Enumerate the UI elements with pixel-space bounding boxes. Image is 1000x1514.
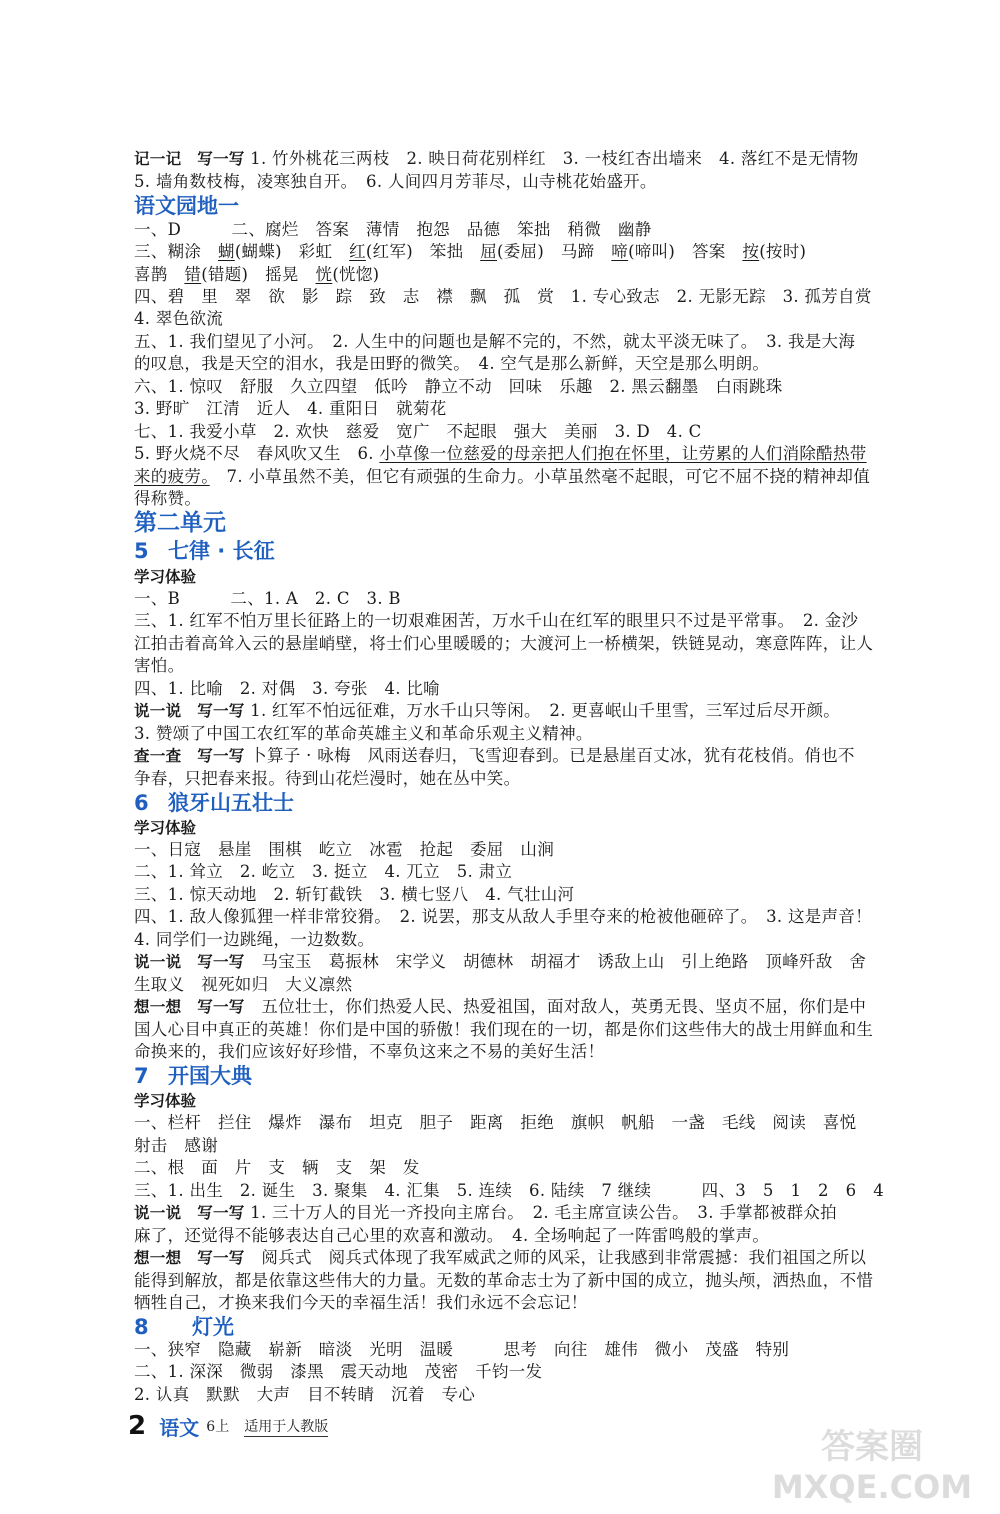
lesson-5-line-8: 查一查 写一写 卜算子 · 咏梅 风雨送春归，飞雪迎春到。已是悬崖百丈冰，犹有花枝俏。俏也不 <box>134 746 855 765</box>
lesson-8-line-3: 2. 认真 默默 大声 目不转睛 沉着 专心 <box>134 1385 476 1404</box>
garden-line-4: 四、碧 里 翠 欲 影 踪 致 志 襟 飘 孤 赏 1. 专心致志 2. 无影无踪 3. 孤芳自赏 <box>134 287 872 306</box>
memorize-line-2: 5. 墙角数枝梅，凌寒独自开。 6. 人间四月芳菲尽，山寺桃花始盛开。 <box>134 172 657 191</box>
garden-line-5: 4. 翠色欲流 <box>134 309 224 328</box>
lesson-7-line-4: 三、1. 出生 2. 诞生 3. 聚集 4. 汇集 5. 连续 6. 陆续 7 继续 四、3 5 1 2 6 4 <box>134 1181 885 1200</box>
garden-line-1: 一、D 二、腐烂 答案 薄情 抱怨 品德 笨拙 稍微 幽静 <box>134 220 652 239</box>
lesson-8-line-2: 二、1. 深深 微弱 漆黑 震天动地 茂密 千钧一发 <box>134 1362 543 1381</box>
lesson-7-line-6: 麻了，还觉得不能够表达自己心里的欢喜和激动。 4. 全场响起了一阵雷鸣般的掌声。 <box>134 1226 770 1245</box>
memorize-line-1: 记一记 写一写 1. 竹外桃花三两枝 2. 映日荷花别样红 3. 一枝红杏出墙来 4. 落红不是无情物 <box>134 149 859 168</box>
garden-line-7: 的叹息，我是天空的泪水，我是田野的微笑。 4. 空气是那么新鲜，天空是那么明朗。 <box>134 354 770 373</box>
garden-line-11: 5. 野火烧不尽 春风吹又生 6. 小草像一位慈爱的母亲把人们抱在怀里，让劳累的人们消除酷热带 <box>134 444 867 463</box>
watermark-top-text: 答案圈 <box>821 1427 923 1467</box>
lesson-7-subheading: 学习体验 <box>134 1092 197 1110</box>
lesson-5-line-5: 四、1. 比喻 2. 对偶 3. 夸张 4. 比喻 <box>134 679 440 698</box>
lesson-6-subheading: 学习体验 <box>134 819 197 837</box>
watermark-logo <box>752 1418 992 1508</box>
lesson-6-line-1: 一、日寇 悬崖 围棋 屹立 冰雹 抢起 委屈 山涧 <box>134 840 554 859</box>
lesson-6-line-5: 4. 同学们一边跳绳，一边数数。 <box>134 930 375 949</box>
lesson-6-line-7: 生取义 视死如归 大义凛然 <box>134 975 353 994</box>
lesson-7-line-5: 说一说 写一写 1. 三十万人的目光一齐投向主席台。 2. 毛主席宣读公告。 3. 手掌都被群众拍 <box>134 1203 837 1222</box>
edition-label: 适用于人教版 <box>244 1419 329 1435</box>
lesson-5-line-6: 说一说 写一写 1. 红军不怕远征难，万水千山只等闲。 2. 更喜岷山千里雪，三军过后尽开颜。 <box>134 701 841 720</box>
lesson-6-line-6: 说一说 写一写 马宝玉 葛振林 宋学义 胡德林 胡福才 诱敌上山 引上绝路 顶峰歼敌 舍 <box>134 952 867 971</box>
lesson-6-line-9: 国人心目中真正的英雄！你们是中国的骄傲！我们现在的一切，都是你们这些伟大的战士用鲜血和生 <box>134 1020 874 1039</box>
lesson-6-line-3: 三、1. 惊天动地 2. 斩钉截铁 3. 横七竖八 4. 气壮山河 <box>134 885 575 904</box>
lesson-5-line-2: 三、1. 红军不怕万里长征路上的一切艰难困苦，万水千山在红军的眼里只不过是平常事。 2. 金沙 <box>134 611 859 630</box>
lesson-7-line-8: 能得到解放，都是依靠这些伟大的力量。无数的革命志士为了新中国的成立，抛头颅，洒热血，不惜 <box>134 1271 874 1290</box>
page-footer <box>128 1411 328 1447</box>
garden-line-8: 六、1. 惊叹 舒服 久立四望 低吟 静立不动 回味 乐趣 2. 黑云翻墨 白雨跳珠 <box>134 377 783 396</box>
lesson-6-line-4: 四、1. 敌人像狐狸一样非常狡猾。 2. 说罢，那支从敌人手里夺来的枪被他砸碎了。 3. 这是声音！ <box>134 907 872 926</box>
grade-label: 6上 <box>206 1419 230 1435</box>
section-heading-garden: 语文园地一 <box>134 194 239 218</box>
unit-heading: 第二单元 <box>134 510 226 536</box>
lesson-8-heading: 8 灯光 <box>134 1315 234 1339</box>
lesson-7-line-2: 射击 感谢 <box>134 1136 218 1155</box>
lesson-6-heading: 6 狼牙山五壮士 <box>134 791 294 815</box>
watermark-bottom-text: MXQE.COM <box>771 1468 973 1506</box>
lesson-7-line-7: 想一想 写一写 阅兵式 阅兵式体现了我军威武之师的风采，让我感到非常震撼：我们祖国之所以 <box>134 1248 867 1267</box>
garden-line-12: 来的疲劳。 7. 小草虽然不美，但它有顽强的生命力。小草虽然毫不起眼，可它不屈不挠的精神却值 <box>134 467 871 486</box>
lesson-5-line-9: 争春，只把春来报。待到山花烂漫时，她在丛中笑。 <box>134 769 521 788</box>
lesson-7-line-1: 一、栏杆 拦住 爆炸 瀑布 坦克 胆子 距离 拒绝 旗帜 帆船 一盏 毛线 阅读 喜悦 <box>134 1113 857 1132</box>
lesson-5-line-4: 害怕。 <box>134 656 185 675</box>
garden-line-13: 得称赞。 <box>134 489 202 508</box>
lesson-5-subheading: 学习体验 <box>134 568 197 586</box>
garden-line-6: 五、1. 我们望见了小河。 2. 人生中的问题也是解不完的，不然，就太平淡无味了。 3. 我是大海 <box>134 332 856 351</box>
lesson-6-line-8: 想一想 写一写 五位壮士，你们热爱人民、热爱祖国，面对敌人，英勇无畏、坚贞不屈，你们是中 <box>134 997 867 1016</box>
lesson-7-line-3: 二、根 面 片 支 辆 支 架 发 <box>134 1158 420 1177</box>
lesson-8-line-1: 一、狭窄 隐藏 崭新 暗淡 光明 温暖 思考 向往 雄伟 微小 茂盛 特别 <box>134 1340 790 1359</box>
garden-line-10: 七、1. 我爱小草 2. 欢快 慈爱 宽广 不起眼 强大 美丽 3. D 4. C <box>134 422 702 441</box>
lesson-5-line-3: 江拍击着高耸入云的悬崖峭壁，将士们心里暖暖的；大渡河上一桥横架，铁链晃动，寒意阵阵，让人 <box>134 634 874 653</box>
garden-line-3: 喜鹊 错(错题) 摇晃 恍(恍惚) <box>134 265 380 284</box>
lesson-7-heading: 7 开国大典 <box>134 1064 252 1088</box>
garden-line-9: 3. 野旷 江清 近人 4. 重阳日 就菊花 <box>134 399 447 418</box>
lesson-7-line-9: 牺牲自己，才换来我们今天的幸福生活！我们永远不会忘记！ <box>134 1293 588 1312</box>
garden-line-2: 三、糊涂 蝴(蝴蝶) 彩虹 红(红军) 笨拙 屈(委屈) 马蹄 啼(啼叫) 答案 按(按时) <box>134 242 807 261</box>
lesson-5-line-7: 3. 赞颂了中国工农红军的革命英雄主义和革命乐观主义精神。 <box>134 724 593 743</box>
lesson-5-heading: 5 七律 · 长征 <box>134 539 275 563</box>
subject-label: 语文 <box>159 1415 200 1440</box>
lesson-6-line-2: 二、1. 耸立 2. 屹立 3. 挺立 4. 兀立 5. 肃立 <box>134 862 513 881</box>
page-number: 2 <box>128 1411 147 1441</box>
lesson-5-line-1: 一、B 二、1. A 2. C 3. B <box>134 589 401 608</box>
lesson-6-line-10: 命换来的，我们应该好好珍惜，不辜负这来之不易的美好生活！ <box>134 1042 605 1061</box>
